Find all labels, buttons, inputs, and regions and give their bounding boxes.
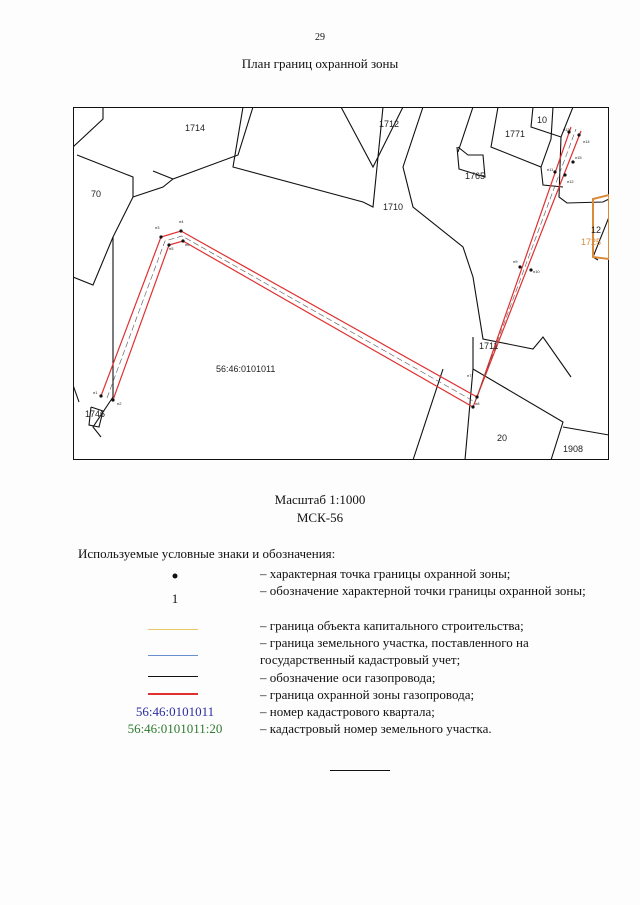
legend-line-red	[148, 693, 198, 695]
legend-title: Используемые условные знаки и обозначения:	[78, 546, 336, 561]
legend-symbol-quarter: 56:46:0101011	[135, 704, 215, 719]
legend-line-blue	[148, 655, 198, 656]
point-label: н12	[567, 179, 574, 184]
point-label: н5	[169, 246, 174, 251]
parcel-label: 20	[497, 433, 508, 443]
point-label: н8	[475, 401, 480, 406]
page-title: План границ охранной зоны	[241, 56, 399, 71]
point-label: н7	[467, 373, 472, 378]
parcel-label: 1714	[185, 123, 206, 133]
point-marker-icon	[173, 574, 178, 579]
point-label: н4	[179, 219, 184, 224]
parcel-label: 1712	[379, 119, 400, 129]
legend-text: – номер кадастрового квартала;	[260, 704, 435, 719]
parcel-label: 12	[591, 225, 602, 235]
legend-text: – обозначение оси газопровода;	[260, 670, 436, 685]
map-scale: Масштаб 1:1000	[274, 492, 366, 507]
parcel-label: 1710	[383, 202, 404, 212]
legend-symbol-number: 1	[171, 591, 179, 606]
parcel-label: 1725	[581, 237, 602, 247]
point-label: н10	[533, 269, 540, 274]
legend-text: – характерная точка границы охранной зоны;	[260, 566, 511, 581]
legend-text: – граница охранной зоны газопровода;	[260, 687, 475, 702]
quarter-label: 56:46:0101011	[216, 364, 276, 374]
parcel-label: 1746	[85, 409, 106, 419]
point-label: н6	[185, 242, 190, 247]
point-label: н13	[563, 127, 570, 132]
point-label: н14	[583, 139, 590, 144]
point-label: н9	[513, 259, 518, 264]
legend-text: – обозначение характерной точки границы охранной зоны;	[260, 583, 586, 598]
legend-text: – граница земельного участка, поставленного на государственный кадастровый учет;	[260, 635, 529, 667]
parcel-label: 1771	[505, 129, 526, 139]
parcel-label: 1765	[465, 171, 486, 181]
page-number: 29	[315, 32, 325, 43]
legend-line-yellow	[148, 629, 198, 630]
point-label: н1	[93, 390, 98, 395]
legend-text: – кадастровый номер земельного участка.	[260, 721, 492, 736]
parcel-label: 70	[91, 189, 102, 199]
map-frame	[74, 108, 609, 460]
legend-text: – граница объекта капитального строительства;	[260, 618, 524, 633]
legend-symbol-point	[110, 567, 240, 585]
point-label: н2	[117, 401, 122, 406]
cadastral-map	[73, 107, 609, 460]
legend-symbol-parcel: 56:46:0101011:20	[127, 721, 223, 736]
point-label: н15	[575, 155, 582, 160]
parcel-label: 1711	[479, 341, 499, 351]
legend-line-black	[148, 676, 198, 677]
point-label: н11	[547, 167, 554, 172]
coordinate-system: МСК-56	[296, 510, 344, 525]
footer-rule	[330, 770, 390, 771]
parcel-label: 10	[537, 115, 548, 125]
parcel-label: 1908	[563, 444, 584, 454]
point-label: н3	[155, 225, 160, 230]
